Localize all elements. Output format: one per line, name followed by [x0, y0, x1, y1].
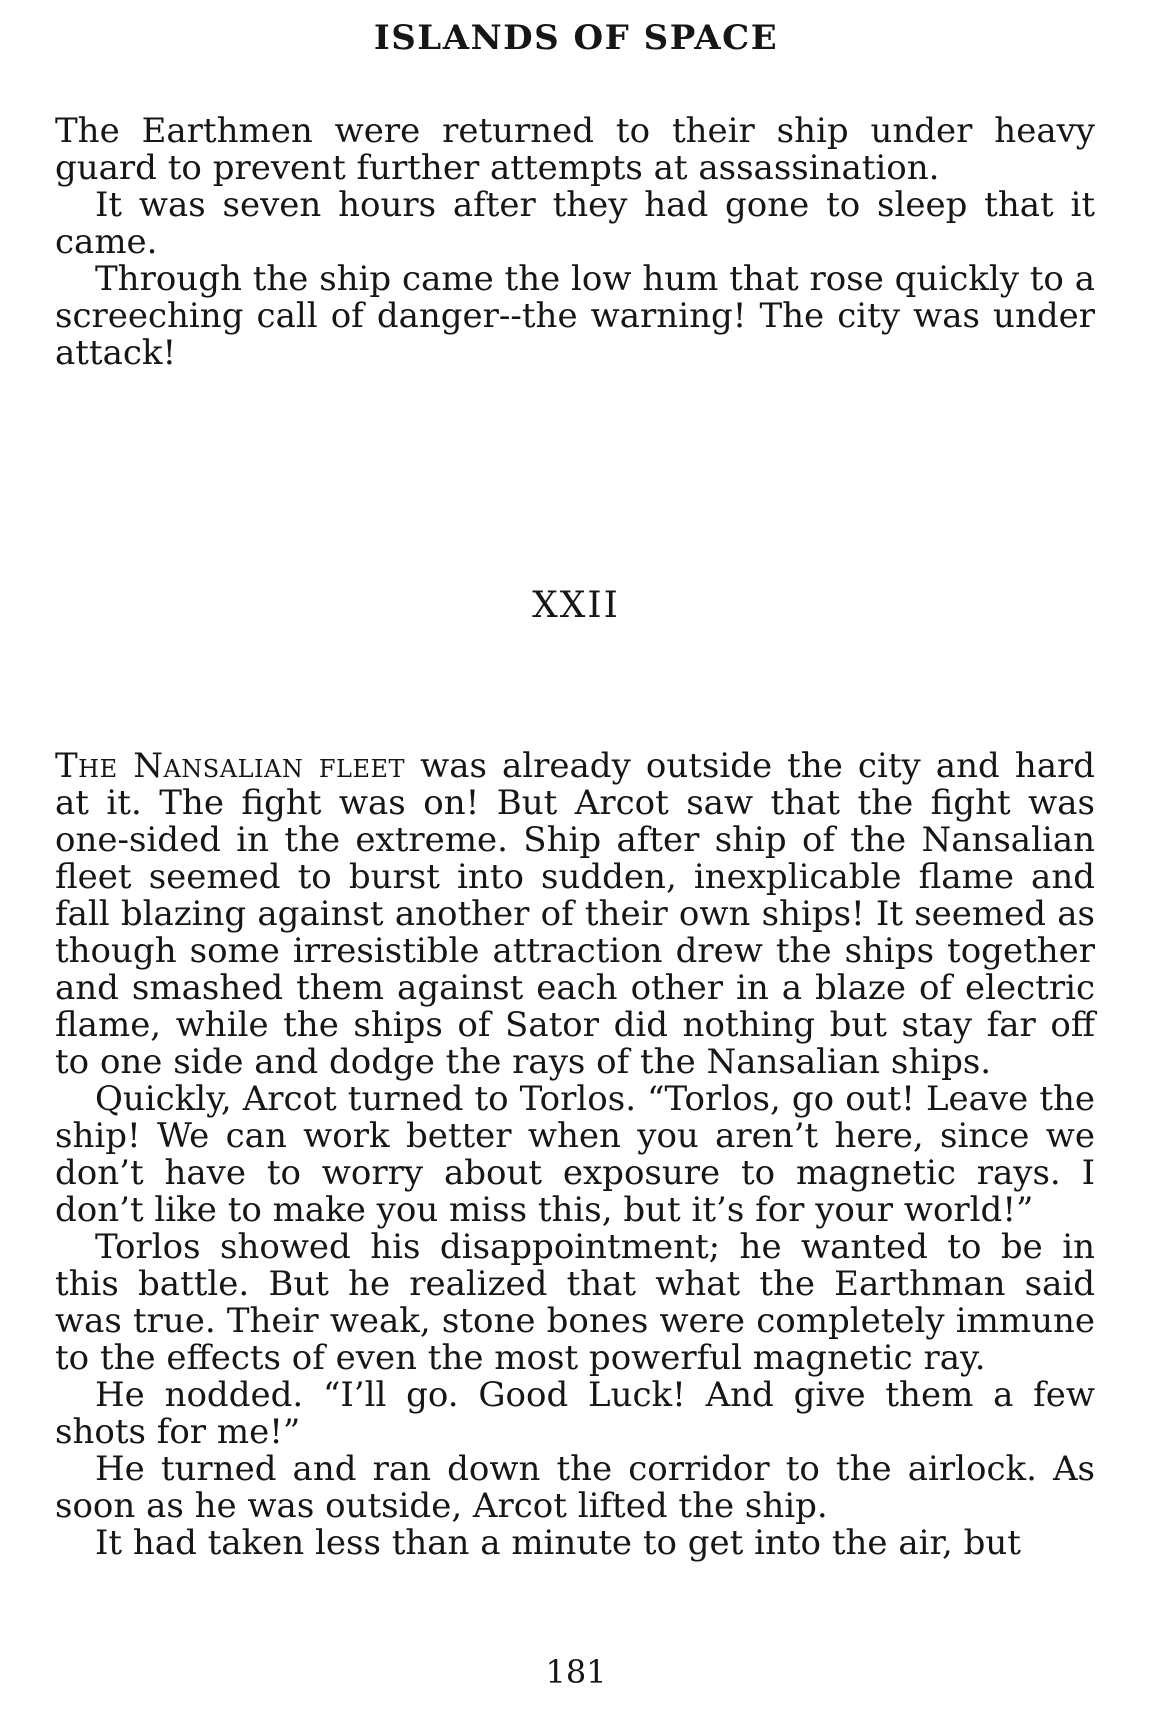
chapter-opening-text: was already outside the city and hard at it. The fight was on! But Arcot saw that the fight was one-sided in the extreme. Ship after ship of the Nansalian fleet seemed to burst into sudden, inexplicable flame and fall blazing against another of their own ships! It seemed as though some irresistible attraction drew the ships together and smashed them against each other in a blaze of electric flame, while the ships of Sator did nothing but stay far off to one side and dodge the rays of the Nansalian ships. [55, 746, 1096, 1082]
chapter-number: XXII [532, 585, 620, 626]
paragraph: The Earthmen were returned to their ship under heavy guard to prevent further attempts at assassination. [55, 111, 1095, 188]
running-head: ISLANDS OF SPACE [373, 18, 779, 58]
section-text [55, 113, 1095, 372]
chapter-opening-smallcaps: The Nansalian fleet [55, 746, 406, 786]
paragraph: He turned and ran down the corridor to the airlock. As soon as he was outside, Arcot lifted the ship. [55, 1449, 1095, 1526]
paragraph: Through the ship came the low hum that rose quickly to a screeching call of danger--the warning! The city was under attack! [55, 259, 1095, 373]
paragraph: He nodded. “I’ll go. Good Luck! And give them a few shots for me!” [55, 1375, 1095, 1452]
paragraph: Torlos showed his disappointment; he wanted to be in this battle. But he realized that what the Earthman said was true. Their weak, stone bones were completely immune to the effects of even the most powerful magnetic ray. [55, 1227, 1095, 1378]
page-number: 181 [545, 1653, 607, 1691]
paragraph: Quickly, Arcot turned to Torlos. “Torlos, go out! Leave the ship! We can work better when you aren’t here, since we don’t have to worry about exposure to magnetic rays. I don’t like to make you miss this, but it’s for your world!” [55, 1079, 1095, 1230]
paragraph: It was seven hours after they had gone to sleep that it came. [55, 185, 1095, 262]
paragraph: It had taken less than a minute to get into the air, but [95, 1523, 1021, 1563]
chapter-text [55, 748, 1095, 1562]
chapter-opening-paragraph [55, 748, 1095, 1081]
